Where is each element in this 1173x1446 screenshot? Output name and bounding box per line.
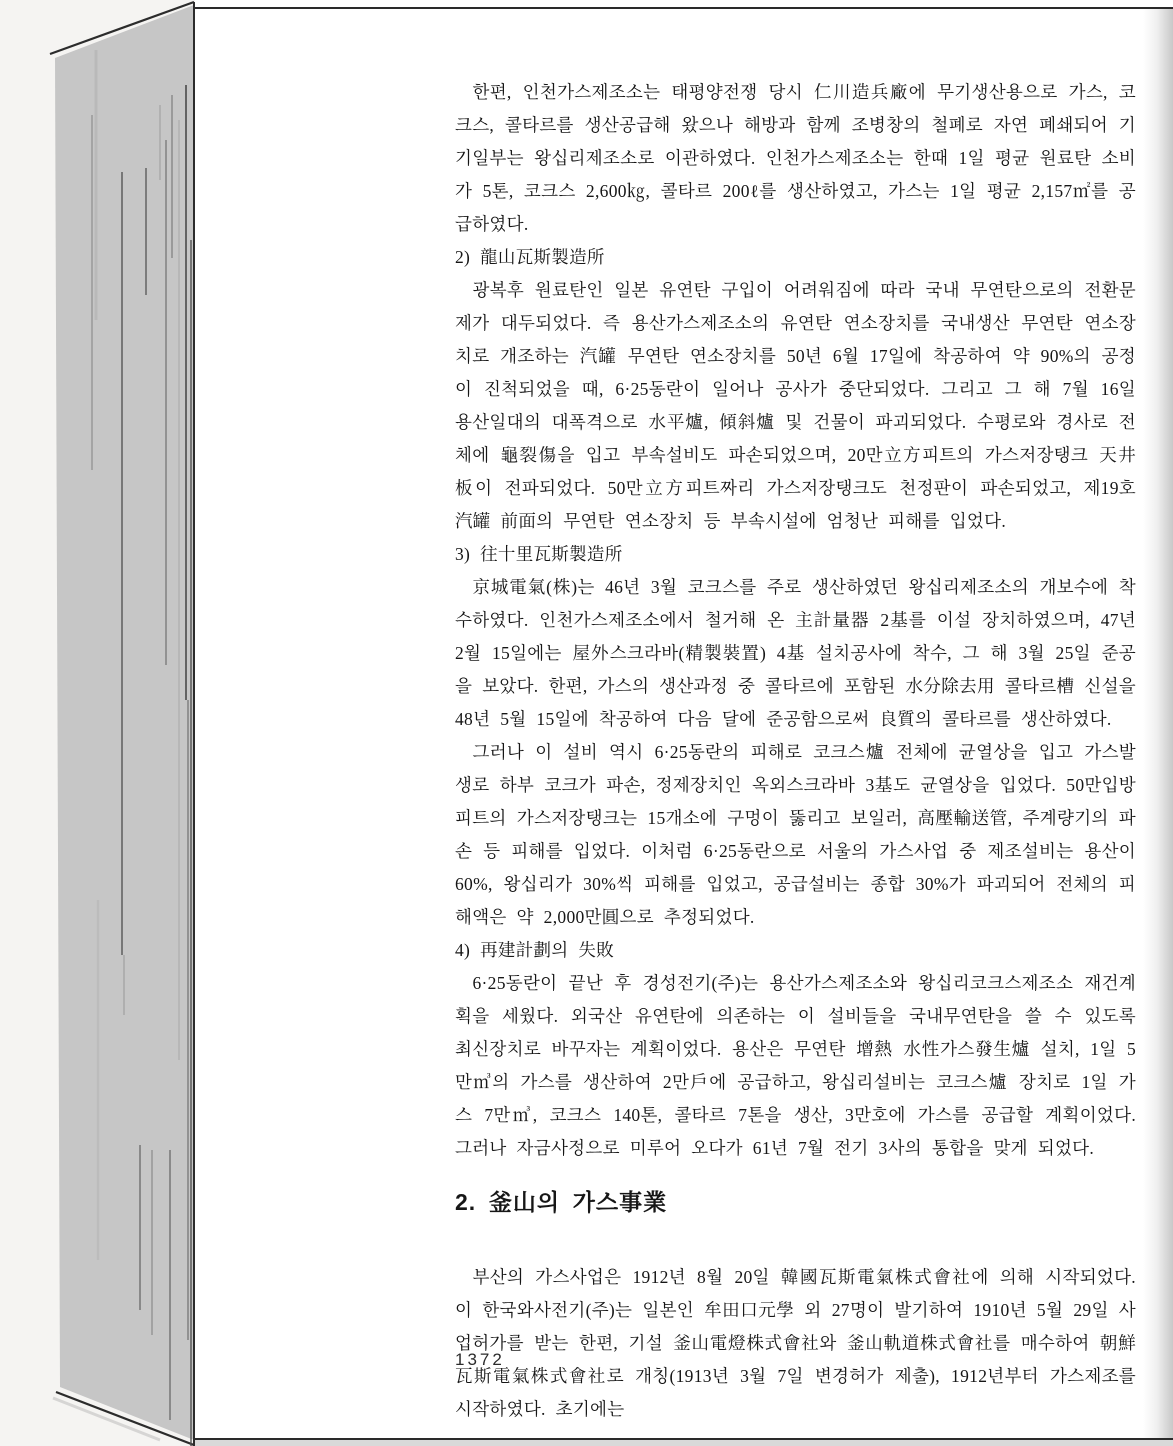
book-page-edges-art [0,0,200,1446]
subsection-heading: 2) 龍山瓦斯製造所 [455,247,605,267]
subsection-heading: 4) 再建計劃의 失敗 [455,940,615,960]
page-number: 1372 [455,1350,505,1369]
body-paragraph: 京城電氣(株)는 46년 3월 코크스를 주로 생산하였던 왕십리제조소의 개보수에 착수하였다. 인천가스제조소에서 철거해 온 主計量器 2基를 이설 장치하였으며, 47년 2월 15일에는 屋外스크라바(精製裝置) 4基 설치공사에 착수, 그 해 3월 25일 준공을 보았다. 한편, 가스의 생산과정 중 콜타르에 포함된 水分除去用 콜타르槽 신설을 48년 5월 15일에 착공하여 다음 달에 준공함으로써 良質의 콜타르를 생산하였다. [455,577,1136,729]
subsection-heading: 3) 往十里瓦斯製造所 [455,544,623,564]
body-paragraph: 광복후 원료탄인 일본 유연탄 구입이 어려워짐에 따라 국내 무연탄으로의 전환문제가 대두되었다. 즉 용산가스제조소의 유연탄 연소장치를 국내생산 무연탄 연소장치로 개조하는 汽罐 무연탄 연소장치를 50년 6월 17일에 착공하여 약 90%의 공정이 진척되었을 때, 6·25동란이 일어나 공사가 중단되었다. 그리고 그 해 7월 16일 용산일대의 대폭격으로 水平爐, 傾斜爐 및 건물이 파괴되었다. 수평로와 경사로 전체에 龜裂傷을 입고 부속설비도 파손되었으며, 20만立方피트의 가스저장탱크 天井板이 전파되었다. 50만立方피트짜리 가스저장탱크도 천정판이 파손되었고, 제19호 汽罐 前面의 무연탄 연소장치 등 부속시설에 엄청난 피해를 입었다. [455,280,1136,531]
body-paragraph: 그러나 이 설비 역시 6·25동란의 피해로 코크스爐 전체에 균열상을 입고 가스발생로 하부 코크가 파손, 정제장치인 옥외스크라바 3基도 균열상을 입었다. 50만입방피트의 가스저장탱크는 15개소에 구멍이 뚫리고 보일러, 高壓輸送管, 주계량기의 파손 등 피해를 입었다. 이처럼 6·25동란으로 서울의 가스사업 중 제조설비는 용산이 60%, 왕십리가 30%씩 피해를 입었고, 공급설비는 종합 30%가 파괴되어 전체의 피해액은 약 2,000만圓으로 추정되었다. [455,742,1136,927]
page-text-block [455,76,1136,1426]
page-top-edge-line [195,7,1173,9]
section-heading: 2. 釜山의 가스事業 [455,1189,668,1215]
body-paragraph: 6·25동란이 끝난 후 경성전기(주)는 용산가스제조소와 왕십리코크스제조소 재건계획을 세웠다. 외국산 유연탄에 의존하는 이 설비들을 국내무연탄을 쓸 수 있도록 최신장치로 바꾸자는 계획이었다. 용산은 무연탄 增熱 水性가스發生爐 설치, 1일 5만㎥의 가스를 생산하여 2만戶에 공급하고, 왕십리설비는 코크스爐 장치로 1일 가스 7만㎥, 코크스 140톤, 콜타르 7톤을 생산, 3만호에 가스를 공급할 계획이었다. 그러나 자금사정으로 미루어 오다가 61년 7월 전기 3사의 통합을 맞게 되었다. [455,973,1136,1158]
body-paragraph: 한편, 인천가스제조소는 태평양전쟁 당시 仁川造兵廠에 무기생산용으로 가스, 코크스, 콜타르를 생산공급해 왔으나 해방과 함께 조병창의 철폐로 자연 폐쇄되어 기기일부는 왕십리제조소로 이관하였다. 인천가스제조소는 한때 1일 평균 원료탄 소비가 5톤, 코크스 2,600㎏, 콜타르 200ℓ를 생산하였고, 가스는 1일 평균 2,157㎡를 공급하였다. [455,82,1136,234]
scan-bottom-strip [195,1440,1173,1446]
body-paragraph: 부산의 가스사업은 1912년 8월 20일 韓國瓦斯電氣株式會社에 의해 시작되었다. 이 한국와사전기(주)는 일본인 牟田口元學 외 27명이 발기하여 1910년 5월 29일 사업허가를 받는 한편, 기설 釜山電燈株式會社와 釜山軌道株式會社를 매수하여 朝鮮瓦斯電氣株式會社로 개칭(1913년 3월 7일 변경허가 제출), 1912년부터 가스제조를 시작하였다. 초기에는 [455,1267,1136,1419]
book-page [195,0,1173,1446]
page-right-shadow [1143,9,1173,1438]
